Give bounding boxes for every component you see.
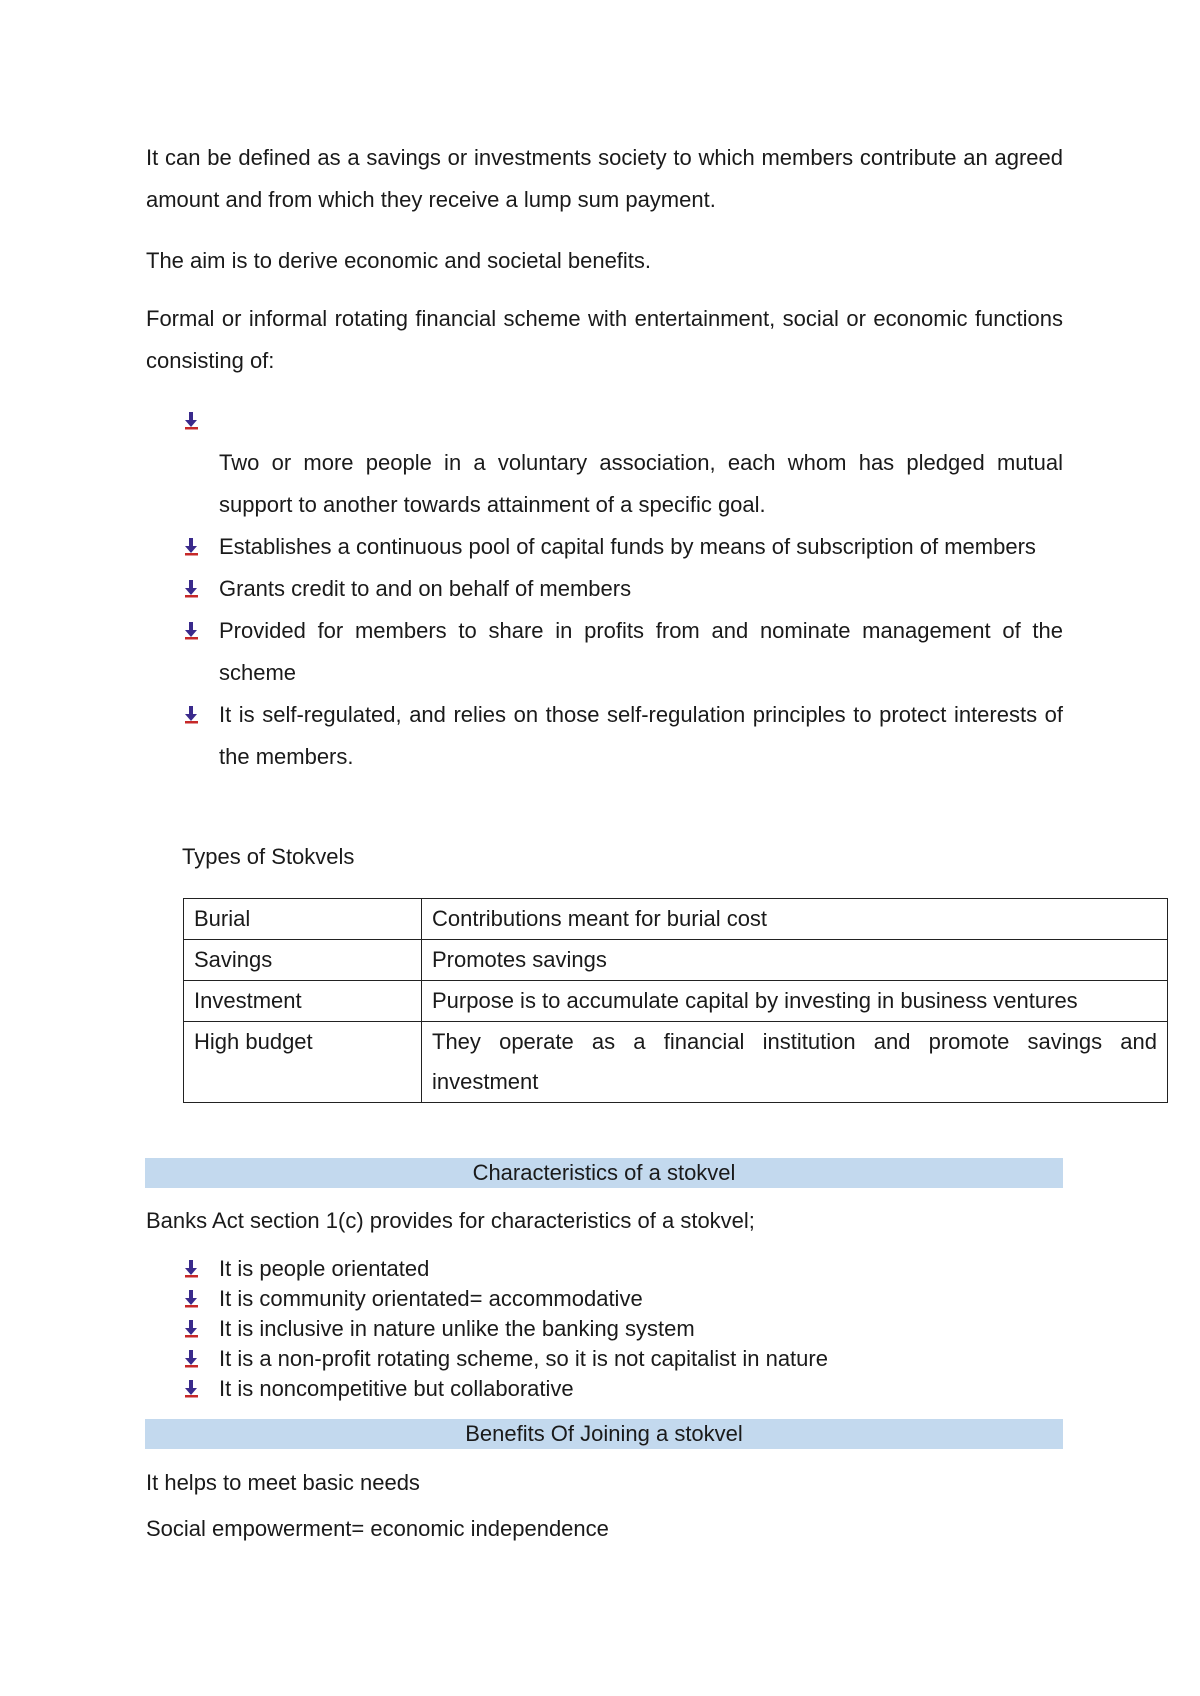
consisting-of-list (146, 400, 1063, 778)
list-item (146, 526, 1063, 568)
type-cell: Burial (184, 899, 422, 940)
table-row (184, 940, 1168, 981)
list-item-text: Grants credit to and on behalf of members (219, 576, 632, 601)
table-row (184, 899, 1168, 940)
list-item-text: Establishes a continuous pool of capital funds by means of subscription of members (219, 534, 1036, 559)
list-item (146, 1284, 1063, 1314)
list-item (146, 1314, 1063, 1344)
list-item-text: Provided for members to share in profits from and nominate management of the scheme (219, 618, 1063, 685)
arrow-bullet-icon (182, 537, 202, 557)
list-item-text: It is community orientated= accommodative (219, 1286, 643, 1311)
table-row (184, 981, 1168, 1022)
list-item-text: It is a non-profit rotating scheme, so it is not capitalist in nature (219, 1346, 828, 1371)
benefit-item: Social empowerment= economic independence (146, 1516, 609, 1541)
arrow-bullet-icon (182, 1349, 202, 1369)
description-cell: Purpose is to accumulate capital by investing in business ventures (422, 981, 1168, 1022)
type-cell: Investment (184, 981, 422, 1022)
list-item (146, 1344, 1063, 1374)
type-cell: Savings (184, 940, 422, 981)
benefits-heading: Benefits Of Joining a stokvel (145, 1419, 1063, 1449)
arrow-bullet-icon (182, 579, 202, 599)
characteristics-heading: Characteristics of a stokvel (145, 1158, 1063, 1188)
arrow-bullet-icon (182, 705, 202, 725)
benefit-item: It helps to meet basic needs (146, 1470, 420, 1495)
stokvel-types-table (183, 898, 1168, 1103)
arrow-bullet-icon (182, 621, 202, 641)
list-item-text: Two or more people in a voluntary association, each whom has pledged mutual support to another towards attainment of a specific goal. (219, 450, 1063, 517)
list-item (146, 694, 1063, 778)
description-cell: Contributions meant for burial cost (422, 899, 1168, 940)
list-item-text: It is self-regulated, and relies on those self-regulation principles to protect interests of the members. (219, 702, 1063, 769)
arrow-bullet-icon (182, 1379, 202, 1399)
aim-paragraph: The aim is to derive economic and societal benefits. (146, 248, 652, 273)
list-item-text: It is inclusive in nature unlike the banking system (219, 1316, 695, 1341)
list-item (146, 1374, 1063, 1404)
characteristics-list (146, 1254, 1063, 1404)
scheme-paragraph: Formal or informal rotating financial scheme with entertainment, social or economic functions consisting of: (146, 306, 1063, 373)
list-item (146, 400, 1063, 526)
arrow-bullet-icon (182, 1259, 202, 1279)
arrow-bullet-icon (182, 1289, 202, 1309)
list-item (146, 568, 1063, 610)
description-cell: They operate as a financial institution and promote savings and investment (422, 1022, 1168, 1103)
characteristics-intro: Banks Act section 1(c) provides for characteristics of a stokvel; (146, 1208, 755, 1233)
arrow-bullet-icon (182, 411, 202, 431)
types-title: Types of Stokvels (182, 844, 355, 869)
list-item (146, 1254, 1063, 1284)
list-item (146, 610, 1063, 694)
definition-paragraph: It can be defined as a savings or investments society to which members contribute an agreed amount and from which they receive a lump sum payment. (146, 145, 1063, 212)
type-cell: High budget (184, 1022, 422, 1103)
list-item-text: It is noncompetitive but collaborative (219, 1376, 574, 1401)
description-cell: Promotes savings (422, 940, 1168, 981)
table-row (184, 1022, 1168, 1103)
list-item-text: It is people orientated (219, 1256, 430, 1281)
arrow-bullet-icon (182, 1319, 202, 1339)
